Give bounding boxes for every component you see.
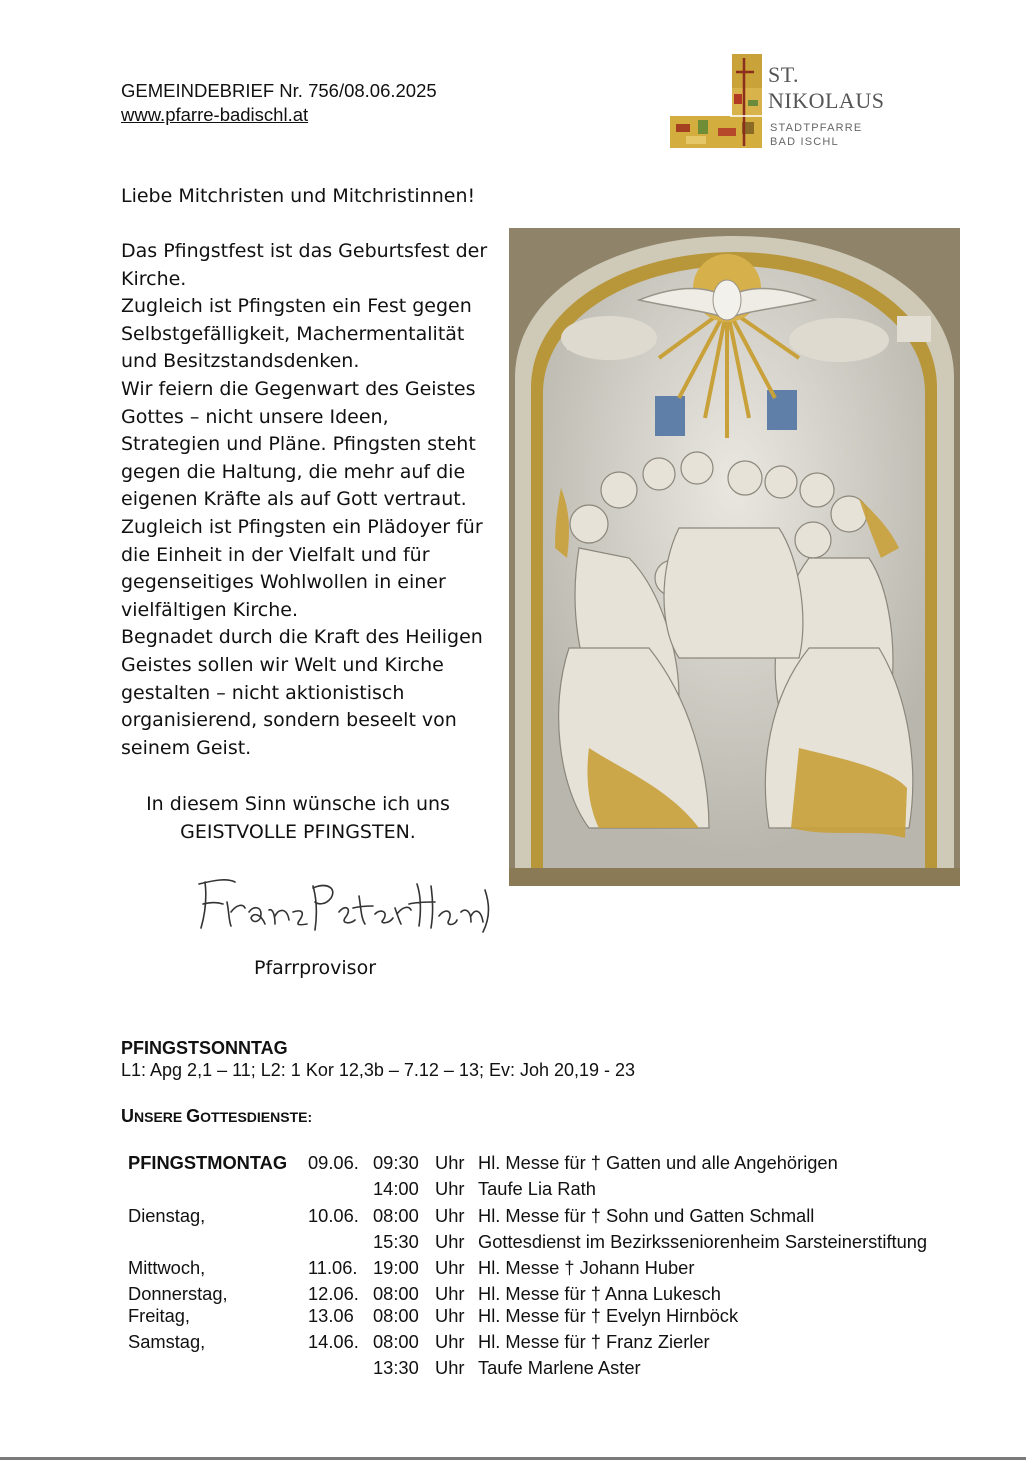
service-time: 15:30 xyxy=(373,1231,419,1252)
service-time: 08:00 xyxy=(373,1305,419,1326)
readings: L1: Apg 2,1 – 11; L2: 1 Kor 12,3b – 7.12 – 13; Ev: Joh 20,19 - 23 xyxy=(121,1060,636,1080)
service-date: 11.06. xyxy=(308,1257,358,1278)
service-row xyxy=(0,1357,1026,1383)
service-desc: Taufe Marlene Aster xyxy=(478,1357,641,1378)
service-row xyxy=(0,1305,1026,1331)
service-day: Samstag, xyxy=(128,1331,206,1352)
letter-line: Geistes sollen wir Welt und Kirche xyxy=(121,653,444,676)
letter-line: gestalten – nicht aktionistisch xyxy=(121,681,405,704)
letter-line: organisierend, sondern beseelt von xyxy=(121,709,457,732)
letter-line: Gottes – nicht unsere Ideen, xyxy=(121,405,389,428)
service-uhr: Uhr xyxy=(435,1231,465,1252)
letter-line: Strategien und Pläne. Pfingsten steht xyxy=(121,433,476,456)
newsletter-title: GEMEINDEBRIEF Nr. 756/08.06.2025 xyxy=(121,80,437,101)
letter-line: Begnadet durch die Kraft des Heiligen xyxy=(121,626,483,649)
service-time: 19:00 xyxy=(373,1257,419,1278)
service-row xyxy=(0,1152,1026,1178)
service-date: 14.06. xyxy=(308,1331,359,1352)
service-day: Donnerstag, xyxy=(128,1283,228,1304)
letter-line: eigenen Kräfte als auf Gott vertraut. xyxy=(121,488,467,511)
service-desc: Taufe Lia Rath xyxy=(478,1178,596,1199)
service-uhr: Uhr xyxy=(435,1305,465,1326)
logo-line-st: ST. xyxy=(768,62,800,87)
parish-website-link[interactable]: www.pfarre-badischl.at xyxy=(121,104,309,125)
service-uhr: Uhr xyxy=(435,1331,465,1352)
greeting: Liebe Mitchristen und Mitchristinnen! xyxy=(121,185,476,207)
service-uhr: Uhr xyxy=(435,1205,465,1226)
service-date: 13.06 xyxy=(308,1305,354,1326)
sunday-title: PFINGSTSONNTAG xyxy=(121,1038,288,1058)
service-desc: Hl. Messe für † Sohn und Gatten Schmall xyxy=(478,1205,815,1226)
service-desc: Gottesdienst im Bezirksseniorenheim Sarsteinerstiftung xyxy=(478,1231,928,1252)
service-time: 14:00 xyxy=(373,1178,419,1199)
service-uhr: Uhr xyxy=(435,1178,465,1199)
logo-line-stadtpfarre: STADTPFARRE xyxy=(770,122,863,134)
logo-line-nikolaus: NIKOLAUS xyxy=(768,88,885,113)
service-time: 13:30 xyxy=(373,1357,419,1378)
service-day: Freitag, xyxy=(128,1305,190,1326)
service-day: PFINGSTMONTAG xyxy=(128,1152,288,1173)
letter-line: Das Pfingstfest ist das Geburtsfest der xyxy=(121,240,488,262)
parish-logo xyxy=(668,54,908,154)
closing-line: In diesem Sinn wünsche ich uns xyxy=(146,793,450,815)
signature-image xyxy=(195,872,495,942)
letter-line: Zugleich ist Pfingsten ein Plädoyer für xyxy=(121,515,483,538)
services-heading: UNSERE GOTTESDIENSTE: xyxy=(121,1106,313,1126)
service-desc: Hl. Messe für † Anna Lukesch xyxy=(478,1283,721,1304)
logo-mosaic-icon xyxy=(668,54,764,150)
service-row xyxy=(0,1205,1026,1231)
closing-greeting: GEISTVOLLE PFINGSTEN. xyxy=(180,821,416,843)
service-desc: Hl. Messe für † Franz Zierler xyxy=(478,1331,710,1352)
service-row xyxy=(0,1178,1026,1204)
letter-line: die Einheit in der Vielfalt und für xyxy=(121,543,430,566)
service-date: 12.06. xyxy=(308,1283,359,1304)
letter-line: Selbstgefälligkeit, Machermentalität xyxy=(121,322,465,345)
service-time: 09:30 xyxy=(373,1152,419,1173)
letter-line: Wir feiern die Gegenwart des Geistes xyxy=(121,377,476,400)
service-desc: Hl. Messe für † Evelyn Hirnböck xyxy=(478,1305,739,1326)
signatory-role: Pfarrprovisor xyxy=(254,957,377,979)
service-time: 08:00 xyxy=(373,1331,419,1352)
letter-line: gegenseitiges Wohlwollen in einer xyxy=(121,571,446,594)
service-date: 10.06. xyxy=(308,1205,359,1226)
service-row xyxy=(0,1231,1026,1257)
letter-line: vielfältigen Kirche. xyxy=(121,598,299,621)
letter-line: und Besitzstandsdenken. xyxy=(121,350,360,373)
service-uhr: Uhr xyxy=(435,1152,465,1173)
service-desc: Hl. Messe † Johann Huber xyxy=(478,1257,695,1278)
service-uhr: Uhr xyxy=(435,1357,465,1378)
service-uhr: Uhr xyxy=(435,1283,465,1304)
service-date: 09.06. xyxy=(308,1152,359,1173)
letter-body xyxy=(121,238,491,762)
service-time: 08:00 xyxy=(373,1205,419,1226)
letter-line: Kirche. xyxy=(121,267,187,290)
pentecost-relief-image xyxy=(509,228,960,886)
service-day: Dienstag, xyxy=(128,1205,206,1226)
letter-line: seinem Geist. xyxy=(121,736,252,759)
logo-line-badischl: BAD ISCHL xyxy=(770,136,839,148)
service-row xyxy=(0,1331,1026,1357)
service-time: 08:00 xyxy=(373,1283,419,1304)
letter-line: Zugleich ist Pfingsten ein Fest gegen xyxy=(121,295,472,318)
service-desc: Hl. Messe für † Gatten und alle Angehörigen xyxy=(478,1152,838,1173)
letter-line: gegen die Haltung, die mehr auf die xyxy=(121,460,466,483)
service-uhr: Uhr xyxy=(435,1257,465,1278)
service-row xyxy=(0,1257,1026,1283)
closing-wish xyxy=(121,790,475,846)
service-day: Mittwoch, xyxy=(128,1257,206,1278)
